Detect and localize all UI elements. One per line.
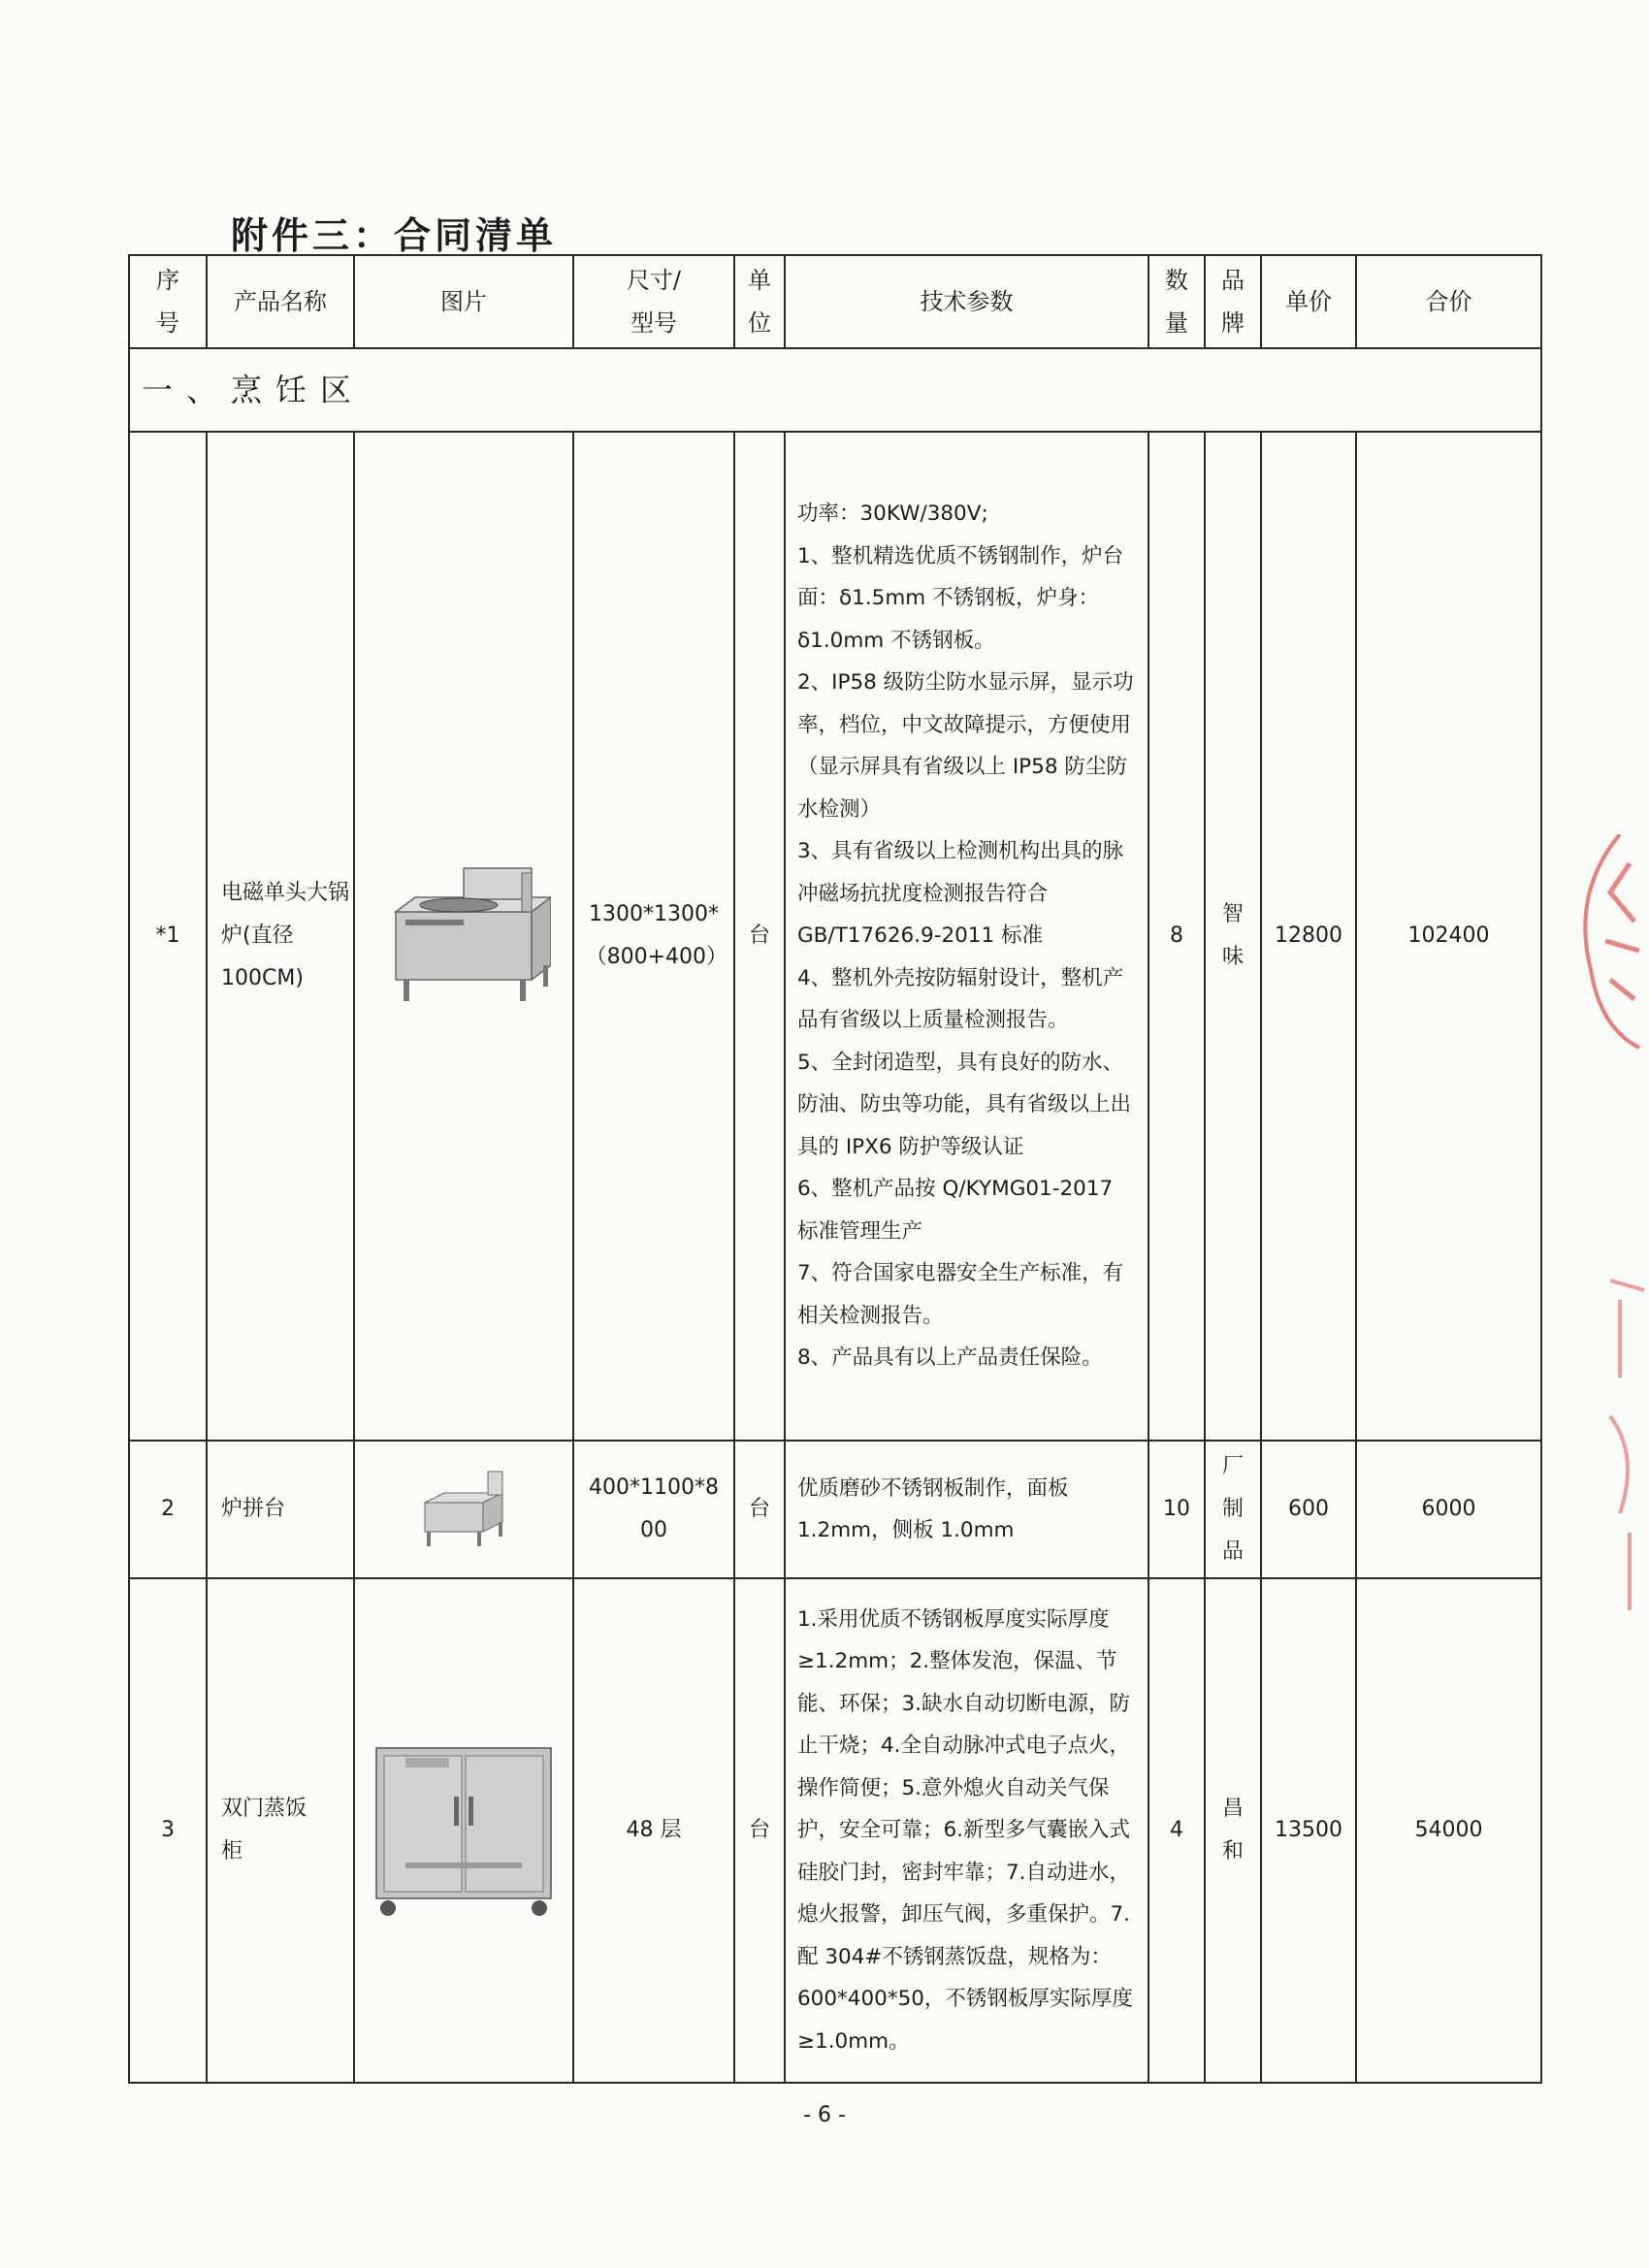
col-header-unit: 单位 — [734, 255, 785, 348]
cell-name: 双门蒸饭柜 — [207, 1578, 354, 2083]
col-header-name: 产品名称 — [207, 255, 354, 348]
cell-size: 400*1100*800 — [573, 1441, 734, 1578]
cell-params — [785, 1441, 1148, 1578]
param-line: 1.采用优质不锈钢板厚度实际厚度≥1.2mm；2.整体发泡，保温、节能、环保；3.缺水自动切断电源，防止干烧；4.全自动脉冲式电子点火，操作简便；5.意外熄火自动关气保护，安全可靠；6.新型多气囊嵌入式硅胶门封，密封牢靠；7.自动进水，熄火报警，卸压气阀，多重保护。7.配 304#不锈钢蒸饭盘，规格为：600*400*50，不锈钢板厚实际厚度≥1.0mm。 — [797, 1606, 1133, 2054]
col-header-params: 技术参数 — [785, 255, 1148, 348]
param-line: 4、整机外壳按防辐射设计，整机产品有省级以上质量检测报告。 — [797, 965, 1124, 1033]
cell-total: 102400 — [1356, 432, 1541, 1441]
param-line: 7、符合国家电器安全生产标准，有相关检测报告。 — [797, 1261, 1124, 1328]
stove-side-table-image — [355, 1469, 572, 1551]
param-line: 优质磨砂不锈钢板制作，面板 1.2mm，侧板 1.0mm — [797, 1475, 1069, 1542]
param-line: 8、产品具有以上产品责任保险。 — [797, 1345, 1103, 1371]
col-header-brand: 品牌 — [1205, 255, 1261, 348]
cell-seq: 2 — [129, 1441, 207, 1578]
cell-qty: 4 — [1148, 1578, 1205, 2083]
cell-total: 6000 — [1356, 1441, 1541, 1578]
cell-price: 12800 — [1261, 432, 1356, 1441]
cell-seq: 3 — [129, 1578, 207, 2083]
cell-price: 13500 — [1261, 1578, 1356, 2083]
table-header-row — [129, 255, 1541, 348]
double-door-rice-steamer-image — [355, 1738, 572, 1923]
param-line: 3、具有省级以上检测机构出具的脉冲磁场抗扰度检测报告符合 GB/T17626.9-2011 标准 — [797, 839, 1124, 949]
param-line: 5、全封闭造型，具有良好的防水、防油、防虫等功能，具有省级以上出具的 IPX6 防护等级认证 — [797, 1050, 1132, 1159]
cell-brand: 昌和 — [1205, 1578, 1261, 2083]
cell-unit: 台 — [734, 432, 785, 1441]
col-header-picture: 图片 — [354, 255, 573, 348]
section-title: 一、烹饪区 — [129, 348, 1541, 432]
col-header-qty: 数量 — [1148, 255, 1205, 348]
param-line: 2、IP58 级防尘防水显示屏，显示功率，档位，中文故障提示，方便使用（显示屏具有省级以上 IP58 防尘防水检测） — [797, 670, 1134, 822]
cell-price: 600 — [1261, 1441, 1356, 1578]
table-row — [129, 1578, 1541, 2083]
col-header-price: 单价 — [1261, 255, 1356, 348]
table-row — [129, 432, 1541, 1441]
param-line: 1、整机精选优质不锈钢制作，炉台面：δ1.5mm 不锈钢板，炉身：δ1.0mm 不锈钢板。 — [797, 543, 1124, 653]
seal-stamp — [1552, 834, 1649, 1630]
cell-picture — [354, 1578, 573, 2083]
cell-unit: 台 — [734, 1578, 785, 2083]
cell-params — [785, 1578, 1148, 2083]
col-header-seq: 序号 — [129, 255, 207, 348]
param-line: 6、整机产品按 Q/KYMG01-2017 标准管理生产 — [797, 1177, 1114, 1244]
cell-size: 48 层 — [573, 1578, 734, 2083]
col-header-total: 合价 — [1356, 255, 1541, 348]
cell-unit: 台 — [734, 1441, 785, 1578]
param-line: 功率：30KW/380V; — [797, 502, 988, 527]
section-row — [129, 348, 1541, 432]
cell-seq: *1 — [129, 432, 207, 1441]
cell-brand: 厂制品 — [1205, 1441, 1261, 1578]
induction-wok-stove-image — [355, 863, 572, 1009]
cell-name: 电磁单头大锅炉(直径 100CM) — [207, 432, 354, 1441]
page-number: - 6 - — [803, 2103, 846, 2127]
page-title: 附件三：合同清单 — [231, 213, 558, 257]
table-row — [129, 1441, 1541, 1578]
cell-picture — [354, 432, 573, 1441]
cell-total: 54000 — [1356, 1578, 1541, 2083]
cell-name: 炉拼台 — [207, 1441, 354, 1578]
contract-table — [128, 254, 1542, 2084]
cell-qty: 10 — [1148, 1441, 1205, 1578]
col-header-size: 尺寸/型号 — [573, 255, 734, 348]
cell-qty: 8 — [1148, 432, 1205, 1441]
cell-picture — [354, 1441, 573, 1578]
cell-size: 1300*1300*（800+400） — [573, 432, 734, 1441]
cell-params — [785, 432, 1148, 1441]
cell-brand: 智味 — [1205, 432, 1261, 1441]
